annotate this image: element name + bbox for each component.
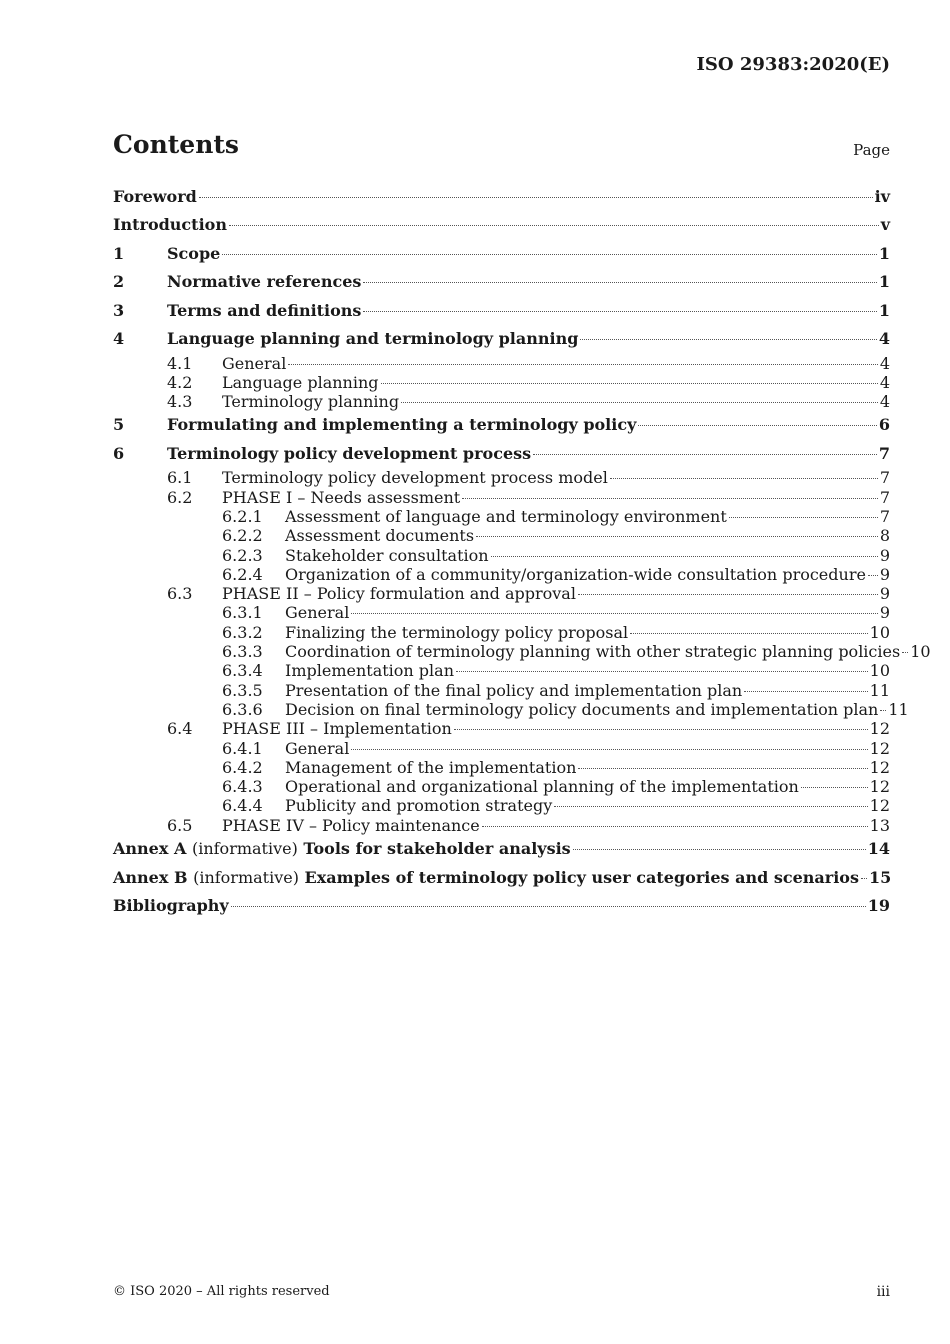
dot-leader	[861, 878, 867, 879]
dot-leader	[351, 613, 877, 614]
dot-leader	[630, 633, 868, 634]
dot-leader	[288, 364, 877, 365]
toc-entry[interactable]	[113, 325, 890, 354]
toc-entry-title: Scope	[167, 243, 221, 263]
toc-entry-page: 6	[878, 415, 890, 435]
toc-entry-page: 12	[869, 777, 890, 797]
toc-entry-number: 6.3.2	[222, 622, 263, 642]
toc-entry-title: Implementation plan	[285, 661, 455, 681]
annex-title: Tools for stakeholder analysis	[303, 839, 571, 859]
dot-leader	[578, 768, 867, 769]
toc-entry-number: 6.1	[167, 468, 193, 488]
toc-entry-title: Assessment documents	[285, 526, 475, 546]
toc-entry-page: 1	[878, 243, 890, 263]
toc-entry-number: 4.3	[167, 392, 193, 412]
dot-leader	[880, 710, 886, 711]
toc-entry[interactable]	[113, 373, 890, 392]
dot-leader	[801, 787, 868, 788]
toc-entry-page: 10	[910, 642, 931, 662]
toc-entry-page: 12	[869, 738, 890, 758]
toc-entry-title: Language planning and terminology planning	[167, 329, 579, 348]
dot-leader	[610, 478, 878, 479]
toc-entry-number: 6.3.5	[222, 680, 263, 700]
toc-entry-number: 6.3.6	[222, 699, 263, 719]
dot-leader	[573, 849, 866, 850]
toc-entry-number: 5	[113, 415, 125, 435]
dot-leader	[533, 454, 877, 455]
page-column-label: Page	[853, 141, 890, 159]
contents-heading-row	[113, 130, 890, 164]
toc-entry[interactable]	[113, 681, 890, 700]
toc-entry-page: 1	[878, 272, 890, 291]
toc-entry-title: Terminology policy development process	[167, 443, 532, 463]
toc-entry-number: 4	[113, 329, 125, 348]
toc-entry[interactable]	[113, 411, 890, 440]
toc-entry-page: 9	[879, 545, 890, 565]
toc-entry-title: General	[285, 738, 350, 758]
toc-entry-page: 7	[879, 506, 890, 526]
dot-leader	[462, 498, 878, 499]
toc-entry-page: 9	[879, 603, 890, 623]
toc-entry-title: Organization of a community/organization-wide consultation procedure	[285, 564, 866, 584]
toc-entry[interactable]	[113, 392, 890, 411]
toc-entry[interactable]	[113, 565, 890, 584]
toc-entry-page: 15	[868, 867, 892, 887]
toc-entry-page: 8	[879, 526, 890, 546]
toc-entry-number: 6.4.4	[222, 796, 263, 816]
toc-entry[interactable]	[113, 584, 890, 603]
toc-entry-title: Foreword	[113, 187, 197, 206]
toc-entry-page: 12	[869, 719, 890, 739]
toc-entry-title: Formulating and implementing a terminology policy	[167, 415, 637, 435]
annex-label: Annex B	[113, 867, 188, 887]
toc-entry[interactable]	[113, 642, 931, 662]
toc-entry-number: 6.2	[167, 487, 193, 507]
dot-leader	[456, 671, 868, 672]
toc-entry[interactable]	[113, 603, 890, 622]
toc-entry[interactable]	[113, 440, 890, 469]
toc-entry-title: Language planning	[222, 372, 379, 392]
toc-entry-page: 11	[888, 699, 909, 719]
toc-entry[interactable]	[113, 268, 890, 297]
toc-entry-number: 4.2	[167, 372, 193, 392]
toc-entry-title: Terminology planning	[222, 392, 400, 412]
toc-entry[interactable]	[113, 240, 890, 269]
toc-entry-page: 11	[869, 680, 890, 700]
toc-entry-title: Introduction	[113, 215, 227, 234]
toc-entry-number: 6.4.3	[222, 777, 263, 797]
dot-leader	[482, 826, 868, 827]
toc-entry-page: 10	[869, 622, 890, 642]
toc-entry-page: v	[880, 215, 890, 234]
toc-entry[interactable]	[113, 546, 890, 565]
toc-entry[interactable]	[113, 507, 890, 526]
toc-entry[interactable]	[113, 864, 890, 893]
page-number: iii	[876, 1284, 890, 1300]
toc-entry-title: Bibliography	[113, 896, 229, 916]
toc-entry-number: 6.3	[167, 584, 193, 604]
toc-entry[interactable]	[113, 719, 890, 738]
toc-entry-number: 6.4.2	[222, 757, 263, 777]
toc-entry-page: 4	[879, 353, 890, 373]
dot-leader	[363, 282, 876, 283]
dot-leader	[231, 906, 866, 907]
toc-entry-title	[113, 835, 571, 864]
toc-entry[interactable]	[113, 623, 890, 642]
toc-entry-title: PHASE IV – Policy maintenance	[222, 815, 480, 835]
dot-leader	[363, 311, 876, 312]
toc-entry-page: 1	[878, 300, 890, 320]
toc-entry[interactable]	[113, 354, 890, 373]
dot-leader	[222, 254, 877, 255]
dot-leader	[580, 339, 876, 340]
toc-entry[interactable]	[113, 211, 890, 240]
dot-leader	[381, 383, 878, 384]
toc-entry-title: Stakeholder consultation	[285, 545, 489, 565]
toc-entry-title: PHASE III – Implementation	[222, 719, 452, 739]
dot-leader	[401, 402, 878, 403]
dot-leader	[199, 197, 873, 198]
toc-entry[interactable]	[113, 739, 890, 758]
dot-leader	[638, 425, 876, 426]
toc-entry-page: 9	[879, 584, 890, 604]
dot-leader	[744, 691, 867, 692]
annex-label: Annex A	[113, 839, 187, 859]
toc-entry-number: 6.2.3	[222, 545, 263, 565]
toc-entry-number: 6.3.3	[222, 642, 263, 662]
dot-leader	[229, 225, 879, 226]
toc-entry-page: 10	[869, 661, 890, 681]
toc-entry-number: 6	[113, 443, 125, 463]
toc-entry-number: 6.4	[167, 719, 193, 739]
toc-entry[interactable]	[113, 835, 890, 864]
dot-leader	[351, 749, 867, 750]
toc-entry[interactable]	[113, 777, 890, 796]
toc-entry-number: 6.2.2	[222, 526, 263, 546]
toc-entry-title: Terminology policy development process model	[222, 468, 608, 488]
toc-entry-title: General	[285, 603, 350, 623]
toc-entry-number: 6.5	[167, 815, 193, 835]
toc-entry-page: 4	[879, 392, 890, 412]
toc-entry-title: Operational and organizational planning of the implementation	[285, 777, 799, 797]
dot-leader	[578, 594, 878, 595]
toc-entry-number: 1	[113, 243, 125, 263]
toc-entry-title: Publicity and promotion strategy	[285, 796, 553, 816]
toc-entry-number: 6.3.1	[222, 603, 263, 623]
toc-entry-title: Coordination of terminology planning with other strategic planning policies	[285, 642, 901, 662]
toc-entry-title: Assessment of language and terminology environment	[285, 506, 727, 526]
toc-entry-title: General	[222, 353, 287, 373]
toc-entry[interactable]	[113, 892, 890, 921]
copyright-notice: © ISO 2020 – All rights reserved	[113, 1284, 330, 1299]
dot-leader	[868, 575, 878, 576]
dot-leader	[902, 652, 908, 653]
toc-entry[interactable]	[113, 526, 890, 545]
dot-leader	[476, 536, 878, 537]
toc-entry-page: 14	[867, 839, 890, 859]
toc-entry-page: 4	[879, 372, 890, 392]
toc-entry[interactable]	[113, 183, 890, 211]
toc-entry[interactable]	[113, 699, 909, 719]
toc-entry-number: 6.2.1	[222, 506, 263, 526]
toc-entry[interactable]	[113, 758, 890, 777]
toc-entry-title: Management of the implementation	[285, 757, 577, 777]
annex-title: Examples of terminology policy user categories and scenarios	[304, 867, 859, 887]
toc-entry[interactable]	[113, 488, 890, 507]
toc-entry-title: Terms and definitions	[167, 300, 362, 320]
toc-entry-number: 6.2.4	[222, 564, 263, 584]
dot-leader	[454, 729, 868, 730]
dot-leader	[491, 556, 878, 557]
toc-entry-page: 4	[878, 329, 890, 348]
document-code: ISO 29383:2020(E)	[696, 54, 890, 75]
toc-entry[interactable]	[113, 468, 890, 487]
toc-entry-number: 3	[113, 300, 125, 320]
toc-entry-page: 13	[869, 815, 890, 835]
toc-entry[interactable]	[113, 816, 890, 835]
dot-leader	[729, 517, 878, 518]
toc-entry-number: 2	[113, 272, 125, 291]
toc-entry-number: 4.1	[167, 353, 193, 373]
toc-entry[interactable]	[113, 661, 890, 680]
toc-entry-title: Decision on final terminology policy documents and implementation plan	[285, 699, 879, 719]
toc-entry-page: 12	[869, 757, 890, 777]
table-of-contents	[113, 183, 931, 921]
toc-entry-page: 7	[879, 487, 890, 507]
toc-entry[interactable]	[113, 297, 890, 326]
toc-entry-number: 6.4.1	[222, 738, 263, 758]
contents-title: Contents	[113, 130, 240, 159]
toc-entry-title: Normative references	[167, 272, 362, 291]
annex-qualifier: (informative)	[191, 839, 298, 859]
toc-entry[interactable]	[113, 796, 890, 815]
toc-entry-page: 9	[879, 564, 890, 584]
toc-entry-page: iv	[874, 187, 890, 206]
annex-qualifier: (informative)	[193, 867, 299, 887]
toc-entry-title: PHASE I – Needs assessment	[222, 487, 461, 507]
toc-entry-title: Presentation of the final policy and implementation plan	[285, 680, 743, 700]
toc-entry-page: 7	[878, 443, 890, 463]
toc-entry-title: Finalizing the terminology policy proposal	[285, 622, 629, 642]
toc-entry-page: 19	[867, 896, 890, 916]
dot-leader	[554, 806, 867, 807]
toc-entry-title	[113, 864, 859, 893]
toc-entry-page: 12	[869, 796, 890, 816]
toc-entry-page: 7	[879, 468, 890, 488]
toc-entry-title: PHASE II – Policy formulation and approval	[222, 584, 576, 604]
toc-entry-number: 6.3.4	[222, 661, 263, 681]
